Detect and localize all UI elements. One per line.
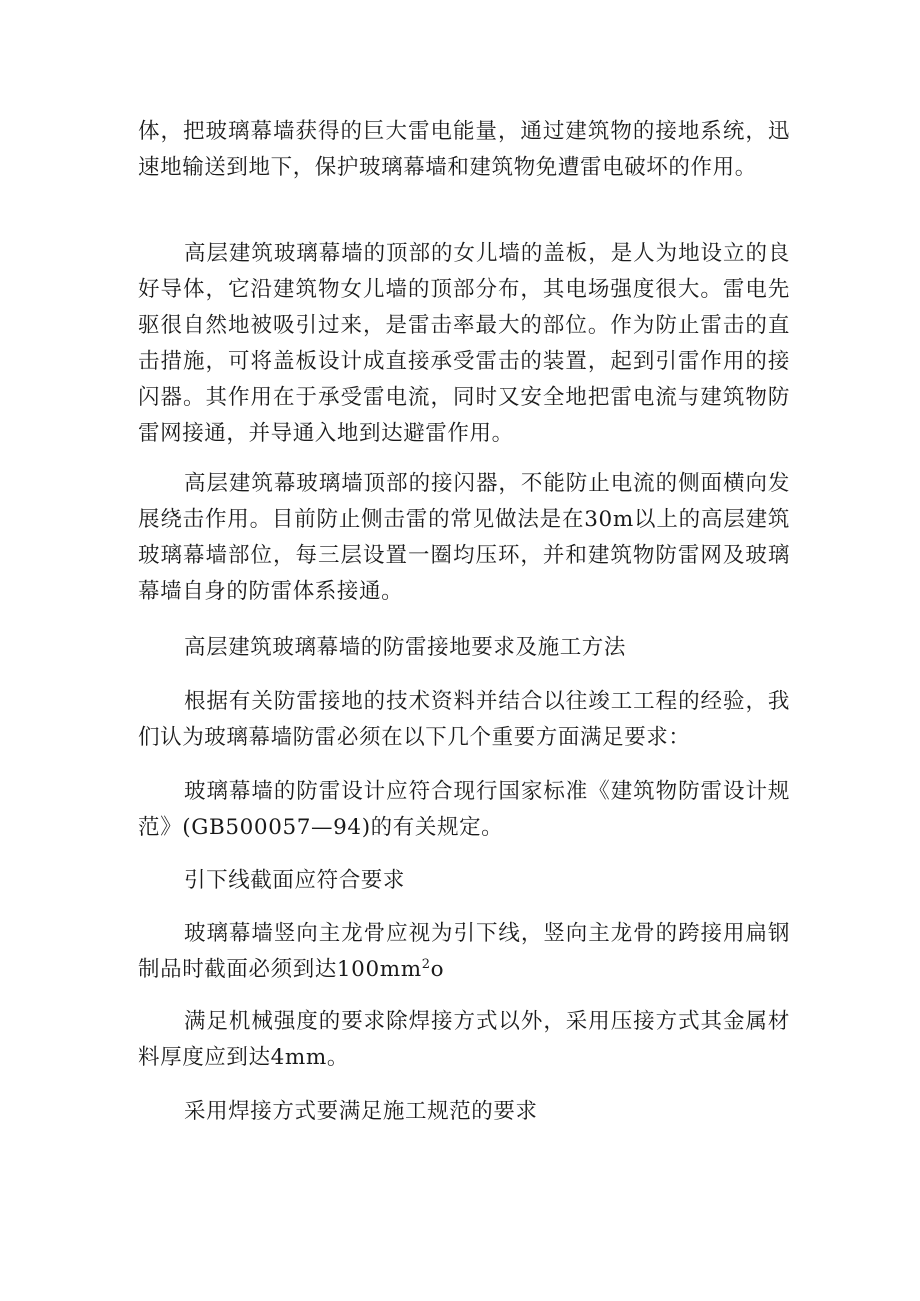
paragraph-3: 高层建筑幕玻璃墙顶部的接闪器，不能防止电流的侧面横向发展绕击作用。目前防止侧击雷的常见做法是在30m以上的高层建筑玻璃幕墙部位，每三层设置一圈均压环，并和建筑物防雷网及玻璃幕墙自身的防雷体系接通。: [138, 471, 790, 604]
subheading-welding: 采用焊接方式要满足施工规范的要求: [184, 1099, 538, 1124]
paragraph-1: 体，把玻璃幕墙获得的巨大雷电能量，通过建筑物的接地系统，迅速地输送到地下，保护玻璃幕墙和建筑物免遭雷电破坏的作用。: [138, 119, 790, 180]
paragraph-5: 玻璃幕墙的防雷设计应符合现行国家标准《建筑物防雷设计规范》(GB500057—94)的有关规定。: [138, 779, 790, 840]
subheading-downconductor: 引下线截面应符合要求: [184, 868, 406, 893]
paragraph-4: 根据有关防雷接地的技术资料并结合以往竣工工程的经验，我们认为玻璃幕墙防雷必须在以下几个重要方面满足要求：: [138, 689, 790, 750]
superscript-2: 2: [421, 956, 431, 972]
paragraph-6: [138, 916, 790, 988]
paragraph-6-suffix: o: [430, 957, 445, 982]
paragraph-6-text: 玻璃幕墙竖向主龙骨应视为引下线，竖向主龙骨的跨接用扁钢制品时截面必须到达100mm: [138, 921, 790, 982]
section-heading: 高层建筑玻璃幕墙的防雷接地要求及施工方法: [184, 635, 627, 660]
paragraph-2: 高层建筑玻璃幕墙的顶部的女儿墙的盖板，是人为地设立的良好导体，它沿建筑物女儿墙的顶部分布，其电场强度很大。雷电先驱很自然地被吸引过来，是雷击率最大的部位。作为防止雷击的直击措施，可将盖板设计成直接承受雷击的装置，起到引雷作用的接闪器。其作用在于承受雷电流，同时又安全地把雷电流与建筑物防雷网接通，并导通入地到达避雷作用。: [138, 241, 790, 446]
paragraph-7: 满足机械强度的要求除焊接方式以外，采用压接方式其金属材料厚度应到达4mm。: [138, 1009, 790, 1070]
